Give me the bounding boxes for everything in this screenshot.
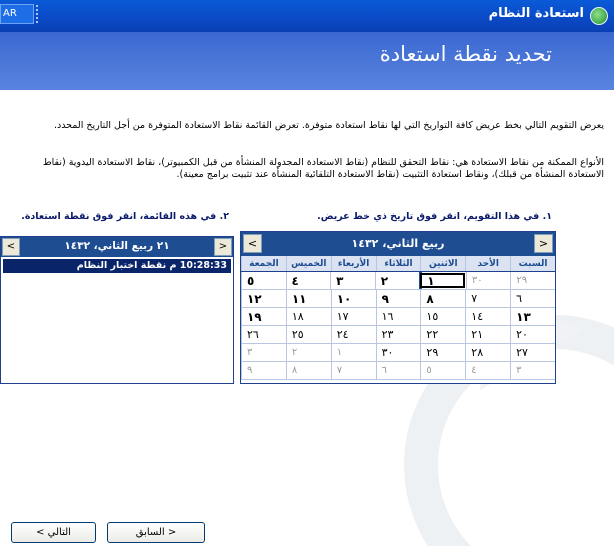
calendar-week-row [241,290,555,308]
calendar-day[interactable]: ٦ [376,362,421,379]
calendar-day[interactable]: ٣ [510,362,555,379]
calendar-week-row [241,308,555,326]
calendar-day[interactable]: ٢٩ [420,344,465,361]
calendar-day[interactable]: ٢١ [465,326,510,343]
calendar-day[interactable]: ٧ [331,362,376,379]
day-header: الثلاثاء [376,256,421,271]
calendar-day[interactable]: ٨ [420,290,465,307]
calendar-month-title: ربيع الثاني، ١٤٣٢ [351,237,445,250]
calendar-week-row [241,344,555,362]
calendar-day[interactable]: ٨ [286,362,331,379]
restore-point-item[interactable]: 10:28:33 م نقطة اختبار النظام [3,259,231,273]
calendar-day[interactable]: ٢٥ [286,326,331,343]
calendar-week-row [241,362,555,380]
calendar-day[interactable]: ٥ [241,272,286,289]
calendar-day[interactable]: ٢٦ [241,326,286,343]
system-restore-icon [590,7,608,25]
toolbar-grip[interactable] [36,5,40,23]
calendar-day[interactable]: ٢ [286,344,331,361]
calendar-day[interactable]: ١٤ [465,308,510,325]
calendar-day[interactable]: ١٣ [510,308,555,325]
calendar-day[interactable]: ٩ [241,362,286,379]
calendar-day[interactable]: ٢٣ [376,326,421,343]
language-indicator[interactable]: AR [0,4,34,24]
page-title: تحديد نقطة استعادة [379,42,552,66]
calendar-day[interactable]: ٢٤ [331,326,376,343]
next-button[interactable]: التالي > [11,522,96,543]
calendar-day-headers [241,256,555,272]
calendar-day[interactable]: ١٢ [241,290,286,307]
calendar-week-row [241,272,555,290]
calendar-header [241,232,555,256]
calendar-day[interactable]: ٢٩ [510,272,555,289]
list-prev-day-button[interactable]: > [214,238,232,256]
calendar-prev-month-button[interactable]: > [534,234,553,253]
calendar-day[interactable]: ١٧ [331,308,376,325]
calendar-day-selected[interactable]: ١ [419,272,466,289]
calendar-grid [241,272,555,380]
list-date-title: ٢١ ربيع الثاني، ١٤٣٢ [64,240,170,252]
calendar-day[interactable]: ١ [331,344,376,361]
calendar-day[interactable]: ١٥ [420,308,465,325]
calendar-day[interactable]: ٢٠ [510,326,555,343]
calendar-day[interactable]: ١١ [286,290,331,307]
calendar-day[interactable]: ٢٧ [510,344,555,361]
day-header: السبت [510,256,555,271]
calendar-day[interactable]: ٢ [375,272,420,289]
calendar-next-month-button[interactable]: < [243,234,262,253]
calendar-day[interactable]: ٩ [376,290,421,307]
restore-point-list [0,236,234,384]
step2-label: ٢. في هذه القائمة، انقر فوق نقطة استعادة. [21,211,229,222]
window-title: استعادة النظام [488,6,584,21]
calendar-day[interactable]: ٥ [420,362,465,379]
calendar-day[interactable]: ٦ [510,290,555,307]
intro-paragraph: يعرض التقويم التالي بخط عريض كافة التواريخ التي لها نقاط استعادة متوفرة. تعرض القائمة نقاط الاستعادة المتوفرة من أجل التاريخ المحدد. [53,120,604,131]
day-header: الأربعاء [331,256,376,271]
back-button[interactable]: < السابق [107,522,205,543]
wizard-header [0,32,614,90]
calendar-day[interactable]: ٤ [286,272,331,289]
restore-types-paragraph: الأنواع الممكنة من نقاط الاستعادة هي: نقاط التحقق للنظام (نقاط الاستعادة المجدولة المنشأة من قبل الكمبيوتر)، نقاط الاستعادة اليدوية (نقاط الاستعادة المنشأة من قبلك)، ونقاط استعادة التثبيت (نقاط الاستعادة التلقائية المنشأة عند تثبيت برامج معينة). [42,157,604,180]
calendar-week-row [241,326,555,344]
calendar-day[interactable]: ٢٨ [465,344,510,361]
title-bar [0,0,614,32]
calendar-day[interactable]: ٢٢ [420,326,465,343]
calendar-day[interactable]: ٣ [241,344,286,361]
list-next-day-button[interactable]: < [2,238,20,256]
calendar-day[interactable]: ٣٠ [466,272,511,289]
calendar-day[interactable]: ١٩ [241,308,286,325]
calendar-day[interactable]: ١٠ [331,290,376,307]
calendar-day[interactable]: ١٨ [286,308,331,325]
day-header: الجمعة [241,256,286,271]
calendar-day[interactable]: ٣٠ [376,344,421,361]
day-header: الاثنين [420,256,465,271]
list-header [1,237,233,257]
calendar [240,231,556,384]
day-header: الأحد [465,256,510,271]
calendar-day[interactable]: ٤ [465,362,510,379]
calendar-day[interactable]: ١٦ [376,308,421,325]
step1-label: ١. في هذا التقويم، انقر فوق تاريخ ذي خط عريض. [317,211,552,222]
calendar-day[interactable]: ٣ [330,272,375,289]
calendar-day[interactable]: ٧ [465,290,510,307]
day-header: الخميس [286,256,331,271]
